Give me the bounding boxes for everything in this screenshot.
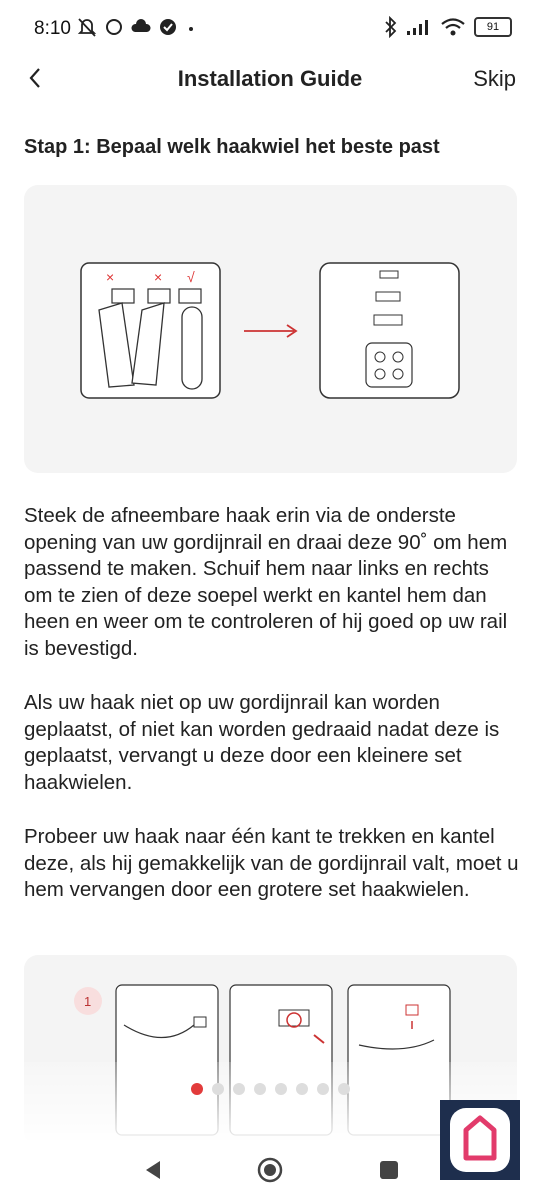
- paragraph-3: Probeer uw haak naar één kant te trekken en kantel deze, als hij gemakkelijk van de gordijnrail valt, moet u hem vervangen door een grotere set haakwielen.: [24, 825, 519, 901]
- page-indicator: [0, 1083, 540, 1095]
- check-circle-icon: [158, 17, 178, 37]
- page-dot[interactable]: [212, 1083, 224, 1095]
- wifi-icon: [440, 17, 466, 37]
- step-title: Stap 1: Bepaal welk haakwiel het beste past: [24, 136, 440, 158]
- hook-wheel-illustration: [24, 185, 517, 473]
- page-dot[interactable]: [296, 1083, 308, 1095]
- signal-icon: [406, 17, 432, 37]
- page-dot[interactable]: [233, 1083, 245, 1095]
- mark-1: ×: [106, 269, 115, 285]
- mark-3: √: [187, 269, 195, 285]
- nav-home-icon[interactable]: [255, 1155, 285, 1185]
- mute-icon: [76, 16, 98, 38]
- skip-button[interactable]: Skip: [473, 66, 516, 91]
- page-dot[interactable]: [254, 1083, 266, 1095]
- home-app-badge[interactable]: [440, 1100, 520, 1180]
- status-time: 8:10: [34, 18, 71, 39]
- page-dot[interactable]: [275, 1083, 287, 1095]
- page-title: Installation Guide: [177, 66, 363, 91]
- status-bar: [0, 0, 540, 56]
- page-dot[interactable]: [338, 1083, 350, 1095]
- hook-wheel-diagram: [24, 185, 517, 473]
- header: [0, 56, 540, 102]
- cloud-icon: [130, 17, 152, 37]
- dot-icon: [184, 17, 198, 37]
- step-badge-number: 1: [84, 994, 92, 1009]
- paragraph-2: Als uw haak niet op uw gordijnrail kan worden geplaatst, of niet kan worden gedraaid nadat deze is geplaatst, vervangt u deze door een kleinere set haakwielen.: [24, 691, 500, 794]
- page-dot[interactable]: [191, 1083, 203, 1095]
- home-app-icon: [440, 1100, 520, 1180]
- status-right-icons: [384, 16, 512, 38]
- bluetooth-icon: [384, 16, 398, 38]
- status-left-icons: [76, 16, 198, 38]
- battery-indicator: 91: [474, 17, 512, 37]
- page-dot[interactable]: [317, 1083, 329, 1095]
- mark-2: ×: [154, 269, 163, 285]
- nav-back-icon[interactable]: [138, 1155, 168, 1185]
- paragraph-1: Steek de afneembare haak erin via de onderste opening van uw gordijnrail en draai deze 90˚ om hem passend te maken. Schuif hem naar links en rechts om te zien of deze soepel werkt en kantel hem dan heen en weer om te controleren of hij goed op uw rail is bevestigd.: [24, 504, 508, 660]
- nav-recents-icon[interactable]: [374, 1155, 404, 1185]
- circle-icon: [104, 17, 124, 37]
